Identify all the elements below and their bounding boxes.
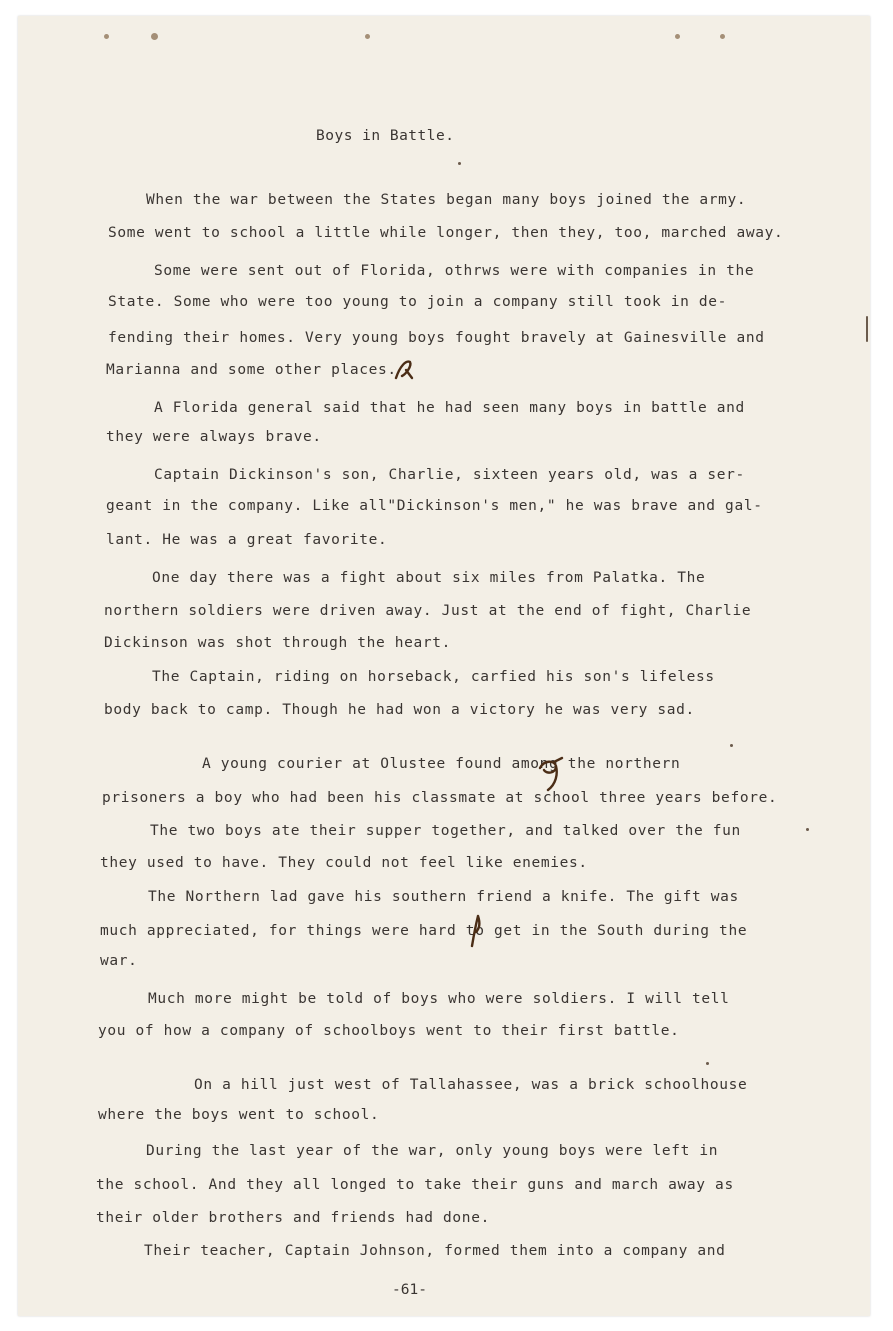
- paper-speck: [706, 1062, 709, 1065]
- text-line: they used to have. They could not feel like enemies.: [100, 855, 588, 871]
- page-title: Boys in Battle.: [316, 128, 455, 144]
- ink-correction-mark: [534, 754, 568, 794]
- text-line: The two boys ate their supper together, and talked over the fun: [150, 823, 741, 839]
- text-line: lant. He was a great favorite.: [106, 532, 388, 548]
- text-line: Some went to school a little while longer, then they, too, marched away.: [108, 225, 784, 241]
- text-line: Some were sent out of Florida, othrws were with companies in the: [154, 263, 755, 279]
- text-line: Dickinson was shot through the heart.: [104, 635, 452, 651]
- text-line: The Northern lad gave his southern friend a knife. The gift was: [148, 889, 739, 905]
- punch-hole: [151, 33, 158, 40]
- text-line: fending their homes. Very young boys fought bravely at Gainesville and: [108, 330, 765, 346]
- text-line: Marianna and some other places.: [106, 362, 397, 378]
- punch-hole: [720, 34, 725, 39]
- text-line: Their teacher, Captain Johnson, formed them into a company and: [144, 1243, 726, 1259]
- punch-hole: [104, 34, 109, 39]
- text-line: State. Some who were too young to join a company still took in de-: [108, 294, 728, 310]
- ink-correction-mark: [468, 914, 484, 948]
- text-line: Captain Dickinson's son, Charlie, sixteen years old, was a ser-: [154, 467, 745, 483]
- text-line: war.: [100, 953, 138, 969]
- text-line: A young courier at Olustee found among the northern: [202, 756, 681, 772]
- text-line: where the boys went to school.: [98, 1107, 380, 1123]
- text-line: geant in the company. Like all"Dickinson's men," he was brave and gal-: [106, 498, 763, 514]
- text-line: When the war between the States began many boys joined the army.: [146, 192, 747, 208]
- text-line: the school. And they all longed to take their guns and march away as: [96, 1177, 734, 1193]
- text-line: prisoners a boy who had been his classmate at school three years before.: [102, 790, 778, 806]
- punch-hole: [365, 34, 370, 39]
- text-line: they were always brave.: [106, 429, 322, 445]
- text-line: body back to camp. Though he had won a victory he was very sad.: [104, 702, 695, 718]
- paper-speck: [458, 162, 461, 165]
- text-line: Much more might be told of boys who were soldiers. I will tell: [148, 991, 730, 1007]
- text-line: much appreciated, for things were hard to get in the South during the: [100, 923, 748, 939]
- text-line: One day there was a fight about six miles from Palatka. The: [152, 570, 706, 586]
- typed-page: [18, 16, 870, 1316]
- page-number: -61-: [392, 1282, 427, 1298]
- text-line: northern soldiers were driven away. Just at the end of fight, Charlie: [104, 603, 752, 619]
- paper-speck: [730, 744, 733, 747]
- punch-hole: [675, 34, 680, 39]
- text-line: you of how a company of schoolboys went to their first battle.: [98, 1023, 680, 1039]
- text-line: their older brothers and friends had done.: [96, 1210, 490, 1226]
- text-line: The Captain, riding on horseback, carfied his son's lifeless: [152, 669, 715, 685]
- paper-speck: [866, 316, 868, 342]
- paper-speck: [806, 828, 809, 831]
- text-line: On a hill just west of Tallahassee, was a brick schoolhouse: [194, 1077, 748, 1093]
- text-line: During the last year of the war, only young boys were left in: [146, 1143, 719, 1159]
- text-line: A Florida general said that he had seen many boys in battle and: [154, 400, 745, 416]
- ink-correction-mark: [392, 356, 416, 382]
